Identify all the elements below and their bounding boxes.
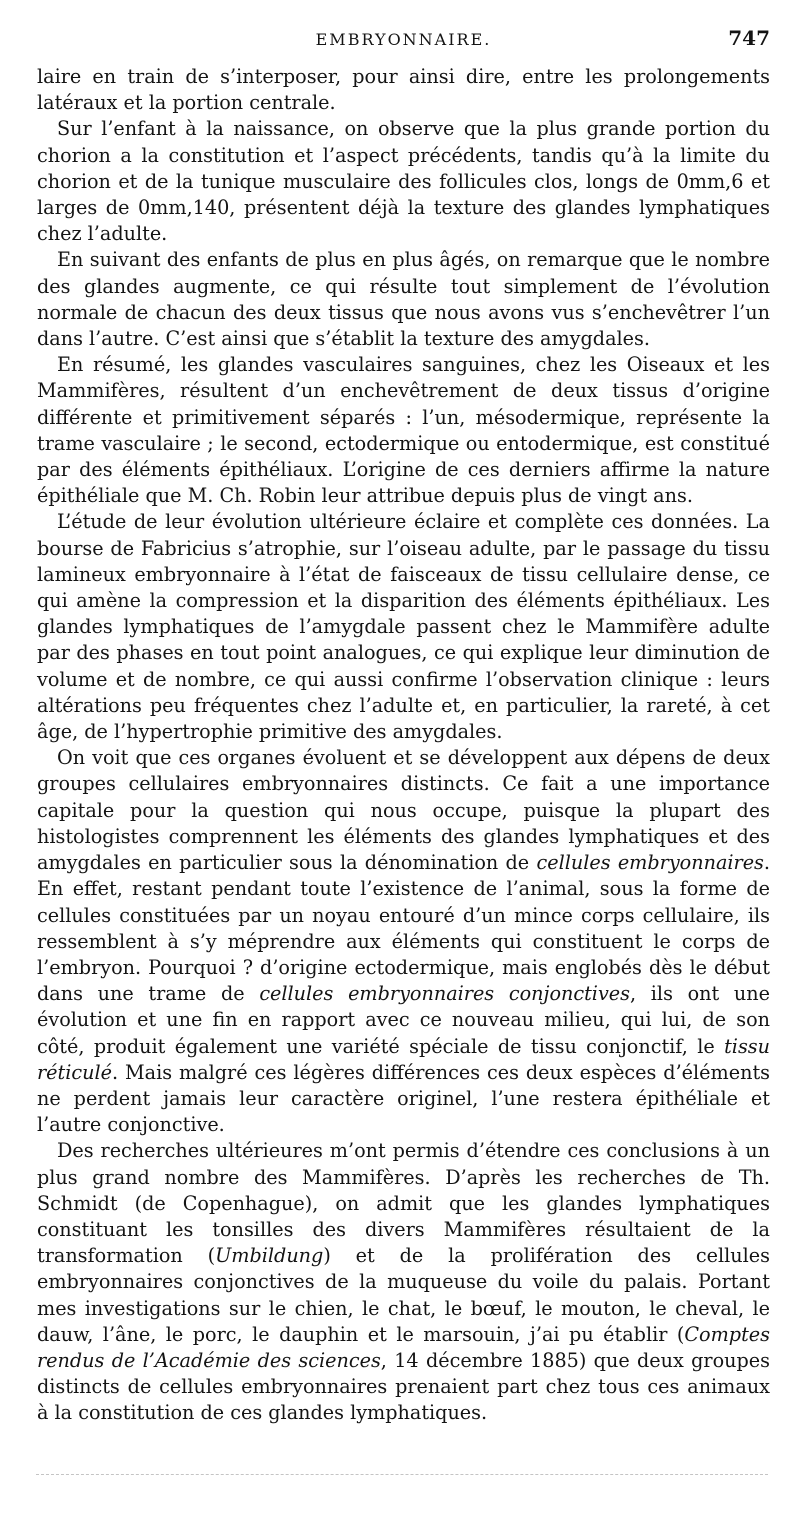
paragraph-evolution: L’étude de leur évolution ultérieure éclaire et complète ces données. La bourse de Fabricius s’atrophie, sur l’oiseau adulte, par le passage du tissu lamineux embryonnaire à l’état de faisceaux de tissu cellulaire dense, ce qui amène la compression et la disparition des éléments épithéliaux. Les glandes lymphatiques de l’amygdale passent chez le Mammifère adulte par des phases en tout point analogues, ce qui explique leur diminution de volume et de nombre, ce qui aussi confirme l’observation clinique : leurs altérations peu fréquentes chez l’adulte et, en particulier, la rareté, à cet âge, de l’hypertrophie primitive des amygdales. — [37, 510, 770, 744]
italic-term: cellules embryonnaires conjonctives — [259, 982, 630, 1006]
paragraph-embryonic-groups — [37, 745, 770, 1138]
italic-citation: Comptes rendus de l’Académie des sciences — [37, 1322, 770, 1372]
italic-term: cellules embryonnaires — [536, 851, 764, 875]
text-run: . Mais malgré ces légères différences ces deux espèces d’éléments ne perdent jamais leur caractère originel, l’une restera épithéliale et l’autre conjonctive. — [37, 1060, 770, 1137]
paragraph-further-research — [37, 1138, 770, 1426]
text-run: . En effet, restant pendant toute l’existence de l’animal, sous la forme de cellules constituées par un noyau entouré d’un mince corps cellulaire, ils ressemblent à s’y méprendre aux éléments qui constituent le corps de l’embryon. Pourquoi ? d’origine ectodermique, mais englobés dès le début dans une trame de — [37, 851, 771, 1006]
paragraph-birth: Sur l’enfant à la naissance, on observe que la plus grande portion du chorion a la constitution et l’aspect précédents, tandis qu’à la limite du chorion et de la tunique musculaire des follicules clos, longs de 0mm,6 et larges de 0mm,140, présentent déjà la texture des glandes lymphatiques chez l’adulte. — [37, 117, 770, 246]
paragraph-continued: laire en train de s’interposer, pour ainsi dire, entre les prolongements latéraux et la portion centrale. — [37, 65, 770, 115]
italic-term: tissu réticulé — [37, 1034, 770, 1084]
text-run: ) et de la prolifération des cellules embryonnaires conjonctives de la muqueuse du voile du palais. Portant mes investigations sur le chien, le chat, le bœuf, le mouton, le cheval, le dauw, l’âne, le porc, le dauphin et le marsouin, j’ai pu établir ( — [37, 1244, 770, 1346]
footer-rule — [36, 1474, 768, 1475]
paragraph-summary: En résumé, les glandes vasculaires sanguines, chez les Oiseaux et les Mammifères, résultent d’un enchevêtrement de deux tissus d’origine différente et primitivement séparés : l’un, mésodermique, représente la trame vasculaire ; le second, ectodermique ou entodermique, est constitué par des éléments épithéliaux. L’origine de ces derniers affirme la nature épithéliale que M. Ch. Robin leur attribue depuis plus de vingt ans. — [37, 353, 770, 508]
text-run: On voit que ces organes évoluent et se développent aux dépens de deux groupes cellulaires embryonnaires distincts. Ce fait a une importance capitale pour la question qui nous occupe, puisque la plupart des histologistes comprennent les éléments des glandes lymphatiques et des amygdales en particulier sous la dénomination de — [37, 746, 770, 875]
body-text — [37, 64, 770, 1427]
paragraph-older-children: En suivant des enfants de plus en plus âgés, on remarque que le nombre des glandes augmente, ce qui résulte tout simplement de l’évolution normale de chacun des deux tissus que nous avons vus s’enchevêtrer l’un dans l’autre. C’est ainsi que s’établit la texture des amygdales. — [37, 248, 770, 351]
text-run: Des recherches ultérieures m’ont permis d’étendre ces conclusions à un plus grand nombre des Mammifères. D’après les recherches de Th. Schmidt (de Copenhague), on admit que les glandes lymphatiques constituant les tonsilles des divers Mammifères résultaient de la transformation ( — [37, 1139, 770, 1268]
running-head — [37, 26, 770, 56]
page-number: 747 — [728, 26, 770, 50]
text-run: , ils ont une évolution et une fin en rapport avec ce nouveau milieu, qui lui, de son côté, produit également une variété spéciale de tissu conjonctif, le — [37, 982, 771, 1058]
running-title: EMBRYONNAIRE. — [315, 30, 492, 49]
italic-term: Umbildung — [215, 1244, 324, 1268]
text-run: , 14 décembre 1885) que deux groupes distincts de cellules embryonnaires prenaient part chez tous ces animaux à la constitution de ces glandes lymphatiques. — [37, 1348, 770, 1425]
